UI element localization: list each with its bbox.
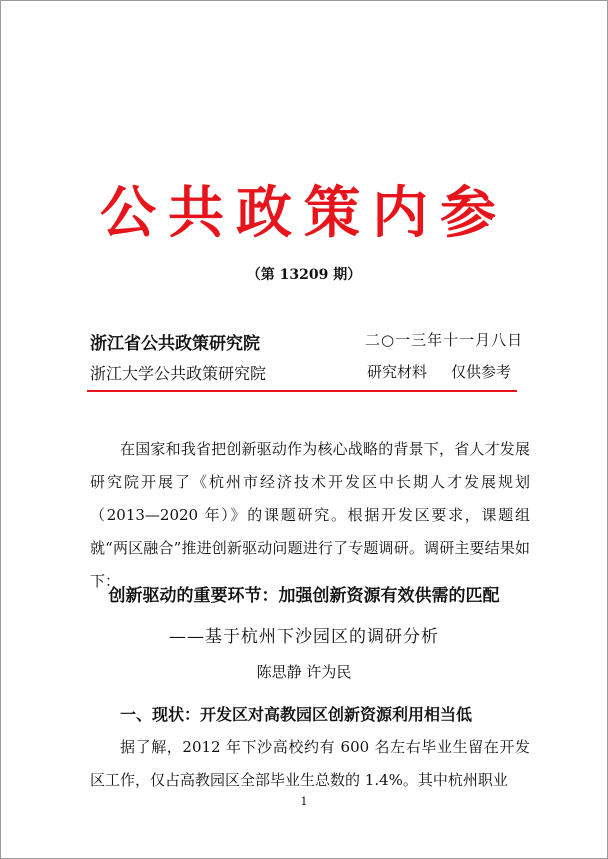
mark-research: 研究材料 xyxy=(367,363,428,381)
section-text: 据了解，2012 年下沙高校约有 600 名左右毕业生留在开发区工作，仅占高教园区全部毕业生总数的 1.4%。其中杭州职业 xyxy=(90,738,530,789)
org-secondary: 浙江大学公共政策研究院 xyxy=(90,364,267,383)
section-paragraph xyxy=(90,731,530,797)
article-subtitle: ——基于杭州下沙园区的调研分析 xyxy=(169,627,439,647)
article-title: 创新驱动的重要环节：加强创新资源有效供需的匹配 xyxy=(108,586,500,606)
issue-date: 二○一三年十一月八日 xyxy=(365,331,524,349)
intro-text: 在国家和我省把创新驱动作为核心战略的背景下，省人才发展研究院开展了《杭州市经济技术开发区中长期人才发展规划（2013—2020 年）》的课题研究。根据开发区要求，课题组就“两区融合”推进创新驱动问题进行了专题调研。调研主要结果如下： xyxy=(90,440,530,590)
article-authors: 陈思静 许为民 xyxy=(256,663,352,681)
issue-number: （第 13209 期） xyxy=(246,267,362,283)
classification-mark xyxy=(367,361,511,382)
page-number: 1 xyxy=(300,795,308,808)
org-primary: 浙江省公共政策研究院 xyxy=(90,334,260,354)
intro-paragraph xyxy=(90,433,530,598)
section-heading: 一、现状：开发区对高教园区创新资源利用相当低 xyxy=(120,705,473,724)
mark-reference: 仅供参考 xyxy=(451,363,512,381)
header-divider xyxy=(87,390,517,392)
document-title: 公共政策内参 xyxy=(100,181,508,246)
